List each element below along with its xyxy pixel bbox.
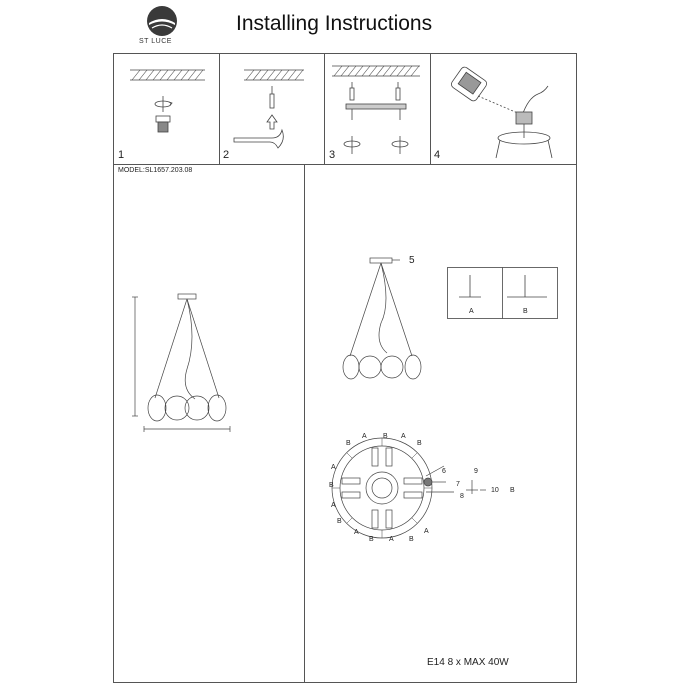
callout-5: 5 (409, 255, 415, 266)
ring-label: B (369, 536, 374, 543)
fixture-top-view (326, 432, 506, 544)
ring-label: B (417, 440, 422, 447)
fixture-front-view (125, 290, 245, 435)
ring-label: A (424, 528, 429, 535)
step-2-illustration (224, 62, 319, 157)
step-3-illustration (328, 58, 426, 158)
ring-label: A (401, 433, 406, 440)
ring-label: A (354, 529, 359, 536)
callout-7: 7 (456, 481, 460, 488)
step-number-2: 2 (223, 149, 230, 161)
ring-label: B (329, 482, 334, 489)
ring-label: B (383, 433, 388, 440)
callout-9: 9 (474, 468, 478, 475)
variant-b-callout: B (510, 487, 515, 494)
step-number-1: 1 (118, 149, 125, 161)
variant-box (447, 267, 558, 319)
ring-label: A (331, 464, 336, 471)
ring-label: A (389, 536, 394, 543)
page-title: Installing Instructions (236, 12, 433, 35)
lamp-specification: E14 8 x MAX 40W (427, 657, 509, 668)
ring-label: A (362, 433, 367, 440)
brand-name: ST LUCE (139, 38, 172, 45)
callout-8: 8 (460, 493, 464, 500)
callout-10: 10 (491, 487, 499, 494)
step-1-illustration (120, 62, 215, 147)
ring-label: B (346, 440, 351, 447)
callout-6: 6 (442, 468, 446, 475)
step-number-3: 3 (329, 149, 336, 161)
variant-b-label: B (523, 308, 528, 315)
ring-label: B (409, 536, 414, 543)
variant-a-label: A (469, 308, 474, 315)
step-number-4: 4 (434, 149, 441, 161)
ring-label: B (337, 518, 342, 525)
ring-label: A (331, 502, 336, 509)
step-4-illustration (434, 58, 574, 162)
fixture-assembly-view (336, 252, 436, 392)
model-number: MODEL:SL1657.203.08 (118, 167, 193, 174)
